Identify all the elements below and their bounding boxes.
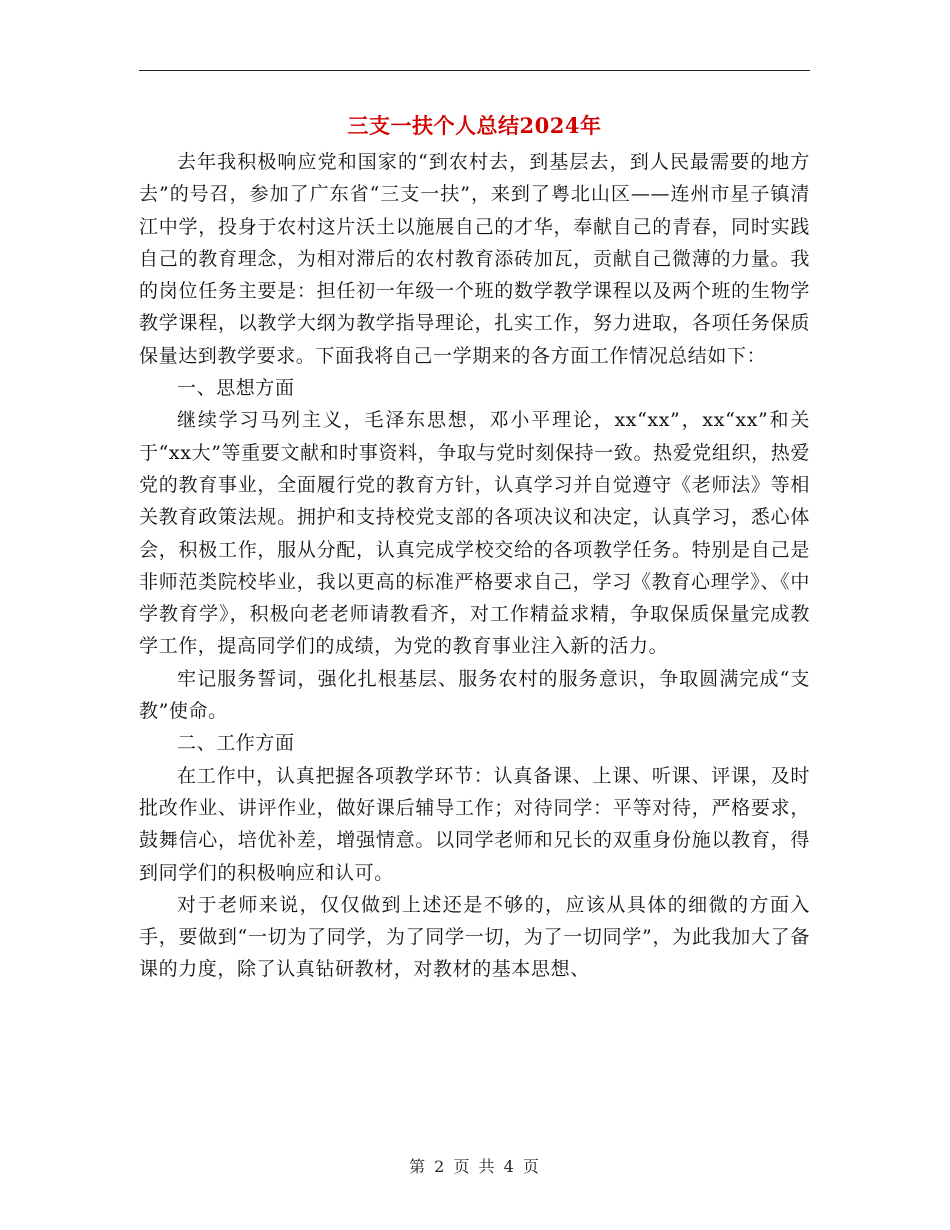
paragraph-oath: 牢记服务誓词，强化扎根基层、服务农村的服务意识，争取圆满完成“支教”使命。 bbox=[139, 667, 810, 723]
paragraph-thought: 继续学习马列主义，毛泽东思想，邓小平理论，xx“xx”，xx“xx”和关于“xx大”等重要文献和时事资料，争取与党时刻保持一致。热爱党组织，热爱党的教育事业，全面履行党的教育方针，认真学习并自觉遵守《老师法》等相关教育政策法规。拥护和支持校党支部的各项决议和决定，认真学习，悉心体会，积极工作，服从分配，认真完成学校交给的各项教学任务。特别是自己是非师范类院校毕业，我以更高的标准严格要求自己，学习《教育心理学》、《中学教育学》，积极向老老师请教看齐，对工作精益求精，争取保质保量完成教学工作，提高同学们的成绩，为党的教育事业注入新的活力。 bbox=[139, 409, 810, 658]
page-number-footer: 第 2 页 共 4 页 bbox=[409, 1157, 541, 1176]
document-title: 三支一扶个人总结2024年 bbox=[347, 113, 602, 138]
paragraph-teacher: 对于老师来说，仅仅做到上述还是不够的，应该从具体的细微的方面入手，要做到“一切为了同学，为了同学一切，为了一切同学”，为此我加大了备课的力度，除了认真钻研教材，对教材的基本思想、 bbox=[139, 893, 810, 981]
section-heading-thought: 一、思想方面 bbox=[177, 377, 295, 400]
header-rule bbox=[139, 70, 810, 71]
paragraph-work: 在工作中，认真把握各项教学环节：认真备课、上课、听课、评课，及时批改作业、讲评作业，做好课后辅导工作；对待同学：平等对待，严格要求，鼓舞信心，培优补差，增强情意。以同学老师和兄长的双重身份施以教育，得到同学们的积极响应和认可。 bbox=[139, 764, 810, 884]
paragraph-intro: 去年我积极响应党和国家的“到农村去，到基层去，到人民最需要的地方去”的号召，参加了广东省“三支一扶”，来到了粤北山区——连州市星子镇清江中学，投身于农村这片沃土以施展自己的才华，奉献自己的青春，同时实践自己的教育理念，为相对滞后的农村教育添砖加瓦，贡献自己微薄的力量。我的岗位任务主要是：担任初一年级一个班的数学教学课程以及两个班的生物学教学课程，以教学大纲为教学指导理论，扎实工作，努力进取，各项任务保质保量达到教学要求。下面我将自己一学期来的各方面工作情况总结如下： bbox=[139, 151, 810, 367]
section-heading-work: 二、工作方面 bbox=[177, 732, 295, 755]
document-body bbox=[139, 146, 810, 986]
